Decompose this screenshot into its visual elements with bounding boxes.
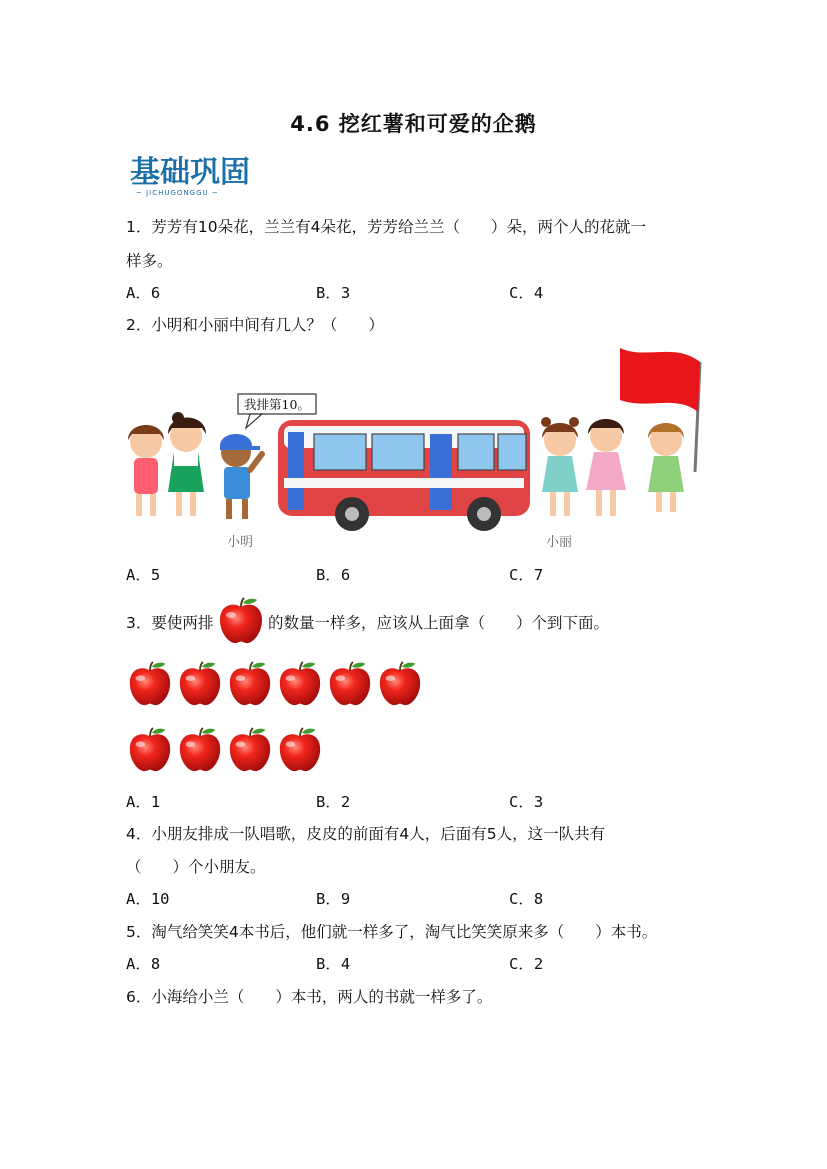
bus <box>278 420 530 531</box>
apple-icon <box>276 726 324 774</box>
q1-option-a: A．6 <box>126 284 161 302</box>
q5-option-a: A．8 <box>126 955 161 973</box>
q3-option-a: A．1 <box>126 793 161 811</box>
question-6-line1: 6．小海给小兰（ ）本书，两人的书就一样多了。 <box>126 988 493 1006</box>
q3-option-b: B．2 <box>316 793 351 811</box>
question-3-line1-a: 3．要使两排 <box>126 614 214 632</box>
q4-option-b: B．9 <box>316 890 351 908</box>
inline-apple-icon <box>216 596 266 646</box>
q4-option-c: C．8 <box>509 890 544 908</box>
apple-icon <box>176 726 224 774</box>
page-title: 4.6 挖红薯和可爱的企鹅 <box>290 112 537 136</box>
caption-xiaoming: 小明 <box>227 535 254 550</box>
q2-option-a: A．5 <box>126 566 161 584</box>
question-1-line1: 1．芳芳有10朵花，兰兰有4朵花，芳芳给兰兰（ ）朵，两个人的花就一 <box>126 218 646 236</box>
apple-icon <box>376 660 424 708</box>
section-badge-logo <box>130 150 276 198</box>
apple-icon <box>176 660 224 708</box>
q2-option-c: C．7 <box>509 566 544 584</box>
apple-icon <box>276 660 324 708</box>
section-badge <box>130 150 276 198</box>
q5-option-b: B．4 <box>316 955 351 973</box>
question-4-line1: 4．小朋友排成一队唱歌，皮皮的前面有4人，后面有5人，这一队共有 <box>126 825 606 843</box>
kid-xiaoming <box>220 434 262 519</box>
question-3-line1-b: 的数量一样多，应该从上面拿（ ）个到下面。 <box>268 614 610 632</box>
caption-xiaoli: 小丽 <box>546 535 573 550</box>
question-1-line2: 样多。 <box>126 252 173 270</box>
kid-right-2 <box>586 419 626 516</box>
q5-option-c: C．2 <box>509 955 544 973</box>
q4-option-a: A．10 <box>126 890 170 908</box>
apple-icon <box>226 726 274 774</box>
q1-option-c: C．4 <box>509 284 544 302</box>
q2-option-b: B．6 <box>316 566 351 584</box>
kid-flag-holder <box>648 423 684 512</box>
kid-xiaoli <box>541 417 579 516</box>
section-badge-sub: ~ JICHUGONGGU ~ <box>136 189 219 197</box>
question-4-line2: （ ）个小朋友。 <box>126 858 266 876</box>
section-badge-main: 基础巩固 <box>130 156 250 189</box>
apple-icon <box>226 660 274 708</box>
kid-left-2 <box>168 412 206 516</box>
question-5-line1: 5．淘气给笑笑4本书后，他们就一样多了，淘气比笑笑原来多（ ）本书。 <box>126 923 658 941</box>
apple-icon <box>326 660 374 708</box>
q1-option-b: B．3 <box>316 284 351 302</box>
apple-icon <box>126 726 174 774</box>
queue-illustration <box>120 342 710 557</box>
q3-option-c: C．3 <box>509 793 544 811</box>
speech-bubble-text: 我排第10。 <box>244 397 310 412</box>
kid-left-1 <box>128 425 164 516</box>
apple-icon <box>126 660 174 708</box>
question-2-line1: 2．小明和小丽中间有几人？（ ） <box>126 316 384 334</box>
